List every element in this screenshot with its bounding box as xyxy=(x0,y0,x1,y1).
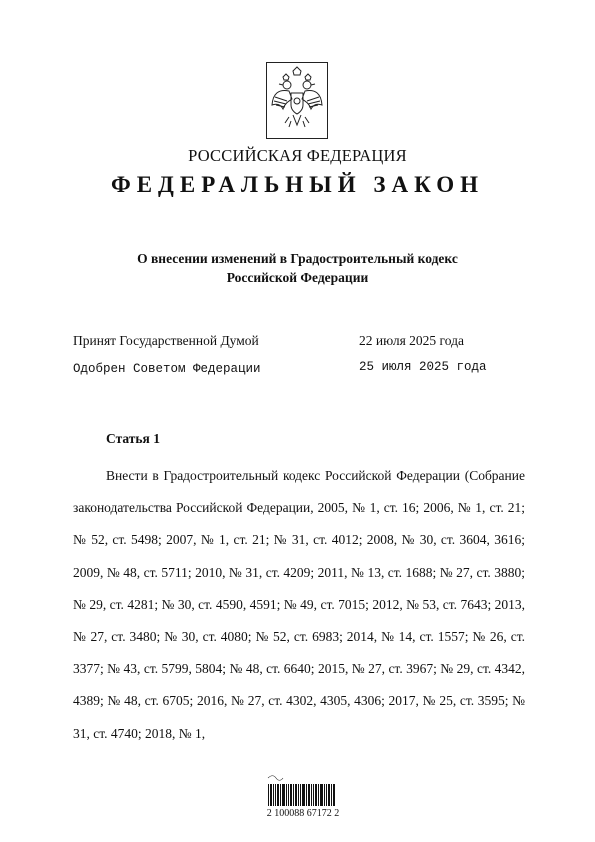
barcode-icon xyxy=(262,772,342,812)
law-title xyxy=(0,249,595,287)
barcode-number: 2 100088 67172 2 xyxy=(266,808,340,819)
article-heading: Статья 1 xyxy=(106,431,160,446)
double-headed-eagle-icon xyxy=(267,63,327,138)
council-approval-label: Одобрен Советом Федерации xyxy=(73,362,261,376)
law-title-line-2: Российской Федерации xyxy=(226,270,369,285)
state-emblem xyxy=(266,62,328,139)
document-type: ФЕДЕРАЛЬНЫЙ ЗАКОН xyxy=(110,172,485,197)
country-name: РОССИЙСКАЯ ФЕДЕРАЦИЯ xyxy=(188,146,407,165)
council-approval-date: 25 июля 2025 года xyxy=(359,360,487,374)
law-title-line-1: О внесении изменений в Градостроительный кодекс xyxy=(137,251,458,266)
duma-adoption-label: Принят Государственной Думой xyxy=(73,333,259,348)
article-text: Внести в Градостроительный кодекс Российской Федерации (Собрание законодательства Российской Федерации, 2005, № 1, ст. 16; 2006, № 1, ст. 21; № 52, ст. 5498; 2007, № 1, ст. 21; № 31, ст. 4012; 2008, № 30, ст. 3604, 3616; 2009, № 48, ст. 5711; 2010, № 31, ст. 4209; 2011, № 13, ст. 1688; № 27, ст. 3880; № 29, ст. 4281; № 30, ст. 4590, 4591; № 49, ст. 7015; 2012, № 53, ст. 7643; 2013, № 27, ст. 3480; № 30, ст. 4080; № 52, ст. 6983; 2014, № 14, ст. 1557; № 26, ст. 3377; № 43, ст. 5799, 5804; № 48, ст. 6640; 2015, № 27, ст. 3967; № 29, ст. 4342, 4389; № 48, ст. 6705; 2016, № 27, ст. 4302, 4305, 4306; 2017, № 25, ст. 3595; № 31, ст. 4740; 2018, № 1, xyxy=(73,468,525,741)
duma-adoption-date: 22 июля 2025 года xyxy=(359,333,464,348)
